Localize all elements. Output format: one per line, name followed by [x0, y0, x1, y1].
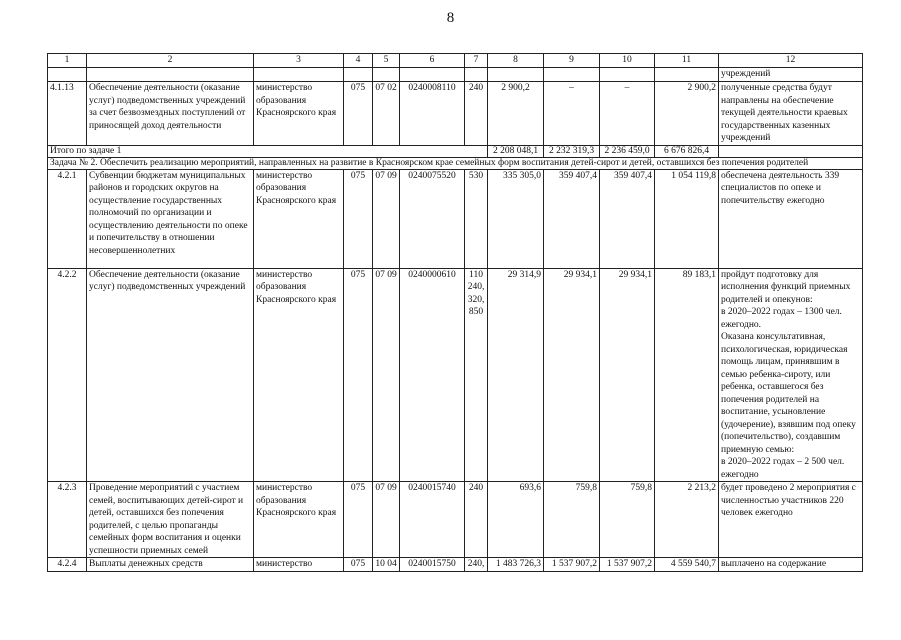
item-number: 4.1.13 [48, 82, 87, 146]
item-result: будет проведено 2 мероприятия с численностью участников 220 человек ежегодно [719, 482, 863, 558]
item-2021: 29 934,1 [544, 268, 600, 482]
column-header: 11 [655, 54, 719, 68]
item-2022: 29 934,1 [600, 268, 655, 482]
item-csr: 0240008110 [400, 82, 465, 146]
item-name: Проведение мероприятий с участием семей, воспитывающих детей-сирот и детей, оставшихся без попечения родителей, с целью пропаганды семейных форм воспитания и оценки успешности приемных семей [87, 482, 254, 558]
item-result: полученные средства будут направлены на обеспечение текущей деятельности краевых государственных казенных учреждений [719, 82, 863, 146]
item-number: 4.2.3 [48, 482, 87, 558]
item-2022: – [600, 82, 655, 146]
column-header: 4 [344, 54, 373, 68]
item-2020: 2 900,2 [488, 82, 544, 146]
column-header: 6 [400, 54, 465, 68]
column-header: 10 [600, 54, 655, 68]
item-number: 4.2.2 [48, 268, 87, 482]
item-number: 4.2.4 [48, 558, 87, 572]
item-grbs: 075 [344, 482, 373, 558]
task-total-2021: 2 232 319,3 [544, 145, 600, 157]
item-vr: 110 240, 320, 850 [465, 268, 488, 482]
item-2021: 359 407,4 [544, 169, 600, 268]
column-header: 5 [373, 54, 400, 68]
task-heading: Задача № 2. Обеспечить реализацию мероприятий, направленных на развитие в Красноярском крае семейных форм воспитания детей-сирот и детей, оставшихся без попечения родителей [48, 157, 863, 169]
item-csr: 0240015740 [400, 482, 465, 558]
column-header: 3 [254, 54, 344, 68]
continuation-row [48, 68, 863, 82]
item-executor: министерство образования Красноярского края [254, 82, 344, 146]
page-number: 8 [446, 10, 455, 26]
item-2021: – [544, 82, 600, 146]
item-total: 2 900,2 [655, 82, 719, 146]
item-vr: 240 [465, 82, 488, 146]
item-csr: 0240000610 [400, 268, 465, 482]
column-header: 1 [48, 54, 87, 68]
item-executor: министерство образования Красноярского края [254, 268, 344, 482]
item-2020: 693,6 [488, 482, 544, 558]
table-row [48, 482, 863, 558]
item-2020: 1 483 726,3 [488, 558, 544, 572]
table-row [48, 268, 863, 482]
result-cell: учреждений [719, 68, 863, 82]
column-number-row [48, 54, 863, 68]
item-name: Обеспечение деятельности (оказание услуг) подведомственных учреждений за счет безвозмездных поступлений от приносящей доход деятельности [87, 82, 254, 146]
item-total: 89 183,1 [655, 268, 719, 482]
item-2021: 759,8 [544, 482, 600, 558]
item-section: 07 09 [373, 482, 400, 558]
column-header: 12 [719, 54, 863, 68]
item-grbs: 075 [344, 268, 373, 482]
item-csr: 0240015750 [400, 558, 465, 572]
item-2020: 29 314,9 [488, 268, 544, 482]
task-total-2022: 2 236 459,0 [600, 145, 655, 157]
item-section: 10 04 [373, 558, 400, 572]
column-header: 2 [87, 54, 254, 68]
item-section: 07 02 [373, 82, 400, 146]
item-2020: 335 305,0 [488, 169, 544, 268]
task-header-row [48, 157, 863, 169]
item-number: 4.2.1 [48, 169, 87, 268]
item-2022: 1 537 907,2 [600, 558, 655, 572]
item-name: Субвенции бюджетам муниципальных районов и городских округов на осуществление государственных полномочий по организации и осуществлению деятельности по опеке и попечительству в отношении несовершеннолетних [87, 169, 254, 268]
item-total: 2 213,2 [655, 482, 719, 558]
item-name: Обеспечение деятельности (оказание услуг) подведомственных учреждений [87, 268, 254, 482]
column-header: 9 [544, 54, 600, 68]
table-row [48, 558, 863, 572]
item-grbs: 075 [344, 558, 373, 572]
column-header: 7 [465, 54, 488, 68]
item-2021: 1 537 907,2 [544, 558, 600, 572]
item-executor: министерство [254, 558, 344, 572]
task-total-row [48, 145, 863, 157]
table-row [48, 82, 863, 146]
item-total: 4 559 540,7 [655, 558, 719, 572]
table-row [48, 169, 863, 268]
program-table [47, 53, 863, 572]
item-2022: 759,8 [600, 482, 655, 558]
item-executor: министерство образования Красноярского края [254, 482, 344, 558]
column-header: 8 [488, 54, 544, 68]
task-total-2020: 2 208 048,1 [488, 145, 544, 157]
item-result: выплачено на содержание [719, 558, 863, 572]
item-total: 1 054 119,8 [655, 169, 719, 268]
item-grbs: 075 [344, 82, 373, 146]
item-2022: 359 407,4 [600, 169, 655, 268]
item-result: пройдут подготовку для исполнения функций приемных родителей и опекунов: в 2020–2022 годах – 1300 чел. ежегодно. Оказана консультативная, психологическая, юридическая помощь лицам, принявшим в семью ребенка-сироту, или ребенка, оставшегося без попечения родителей на воспитание, усыновление (удочерение), взявшим под опеку (попечительство), создавшим приемную семью: в 2020–2022 годах – 2 500 чел. ежегодно [719, 268, 863, 482]
item-section: 07 09 [373, 169, 400, 268]
item-vr: 530 [465, 169, 488, 268]
item-executor: министерство образования Красноярского края [254, 169, 344, 268]
item-result: обеспечена деятельность 339 специалистов по опеке и попечительству ежегодно [719, 169, 863, 268]
item-vr: 240 [465, 482, 488, 558]
item-section: 07 09 [373, 268, 400, 482]
item-vr: 240, [465, 558, 488, 572]
item-name: Выплаты денежных средств [87, 558, 254, 572]
task-total-sum: 6 676 826,4 [655, 145, 719, 157]
item-csr: 0240075520 [400, 169, 465, 268]
item-grbs: 075 [344, 169, 373, 268]
task-total-label: Итого по задаче 1 [48, 145, 488, 157]
